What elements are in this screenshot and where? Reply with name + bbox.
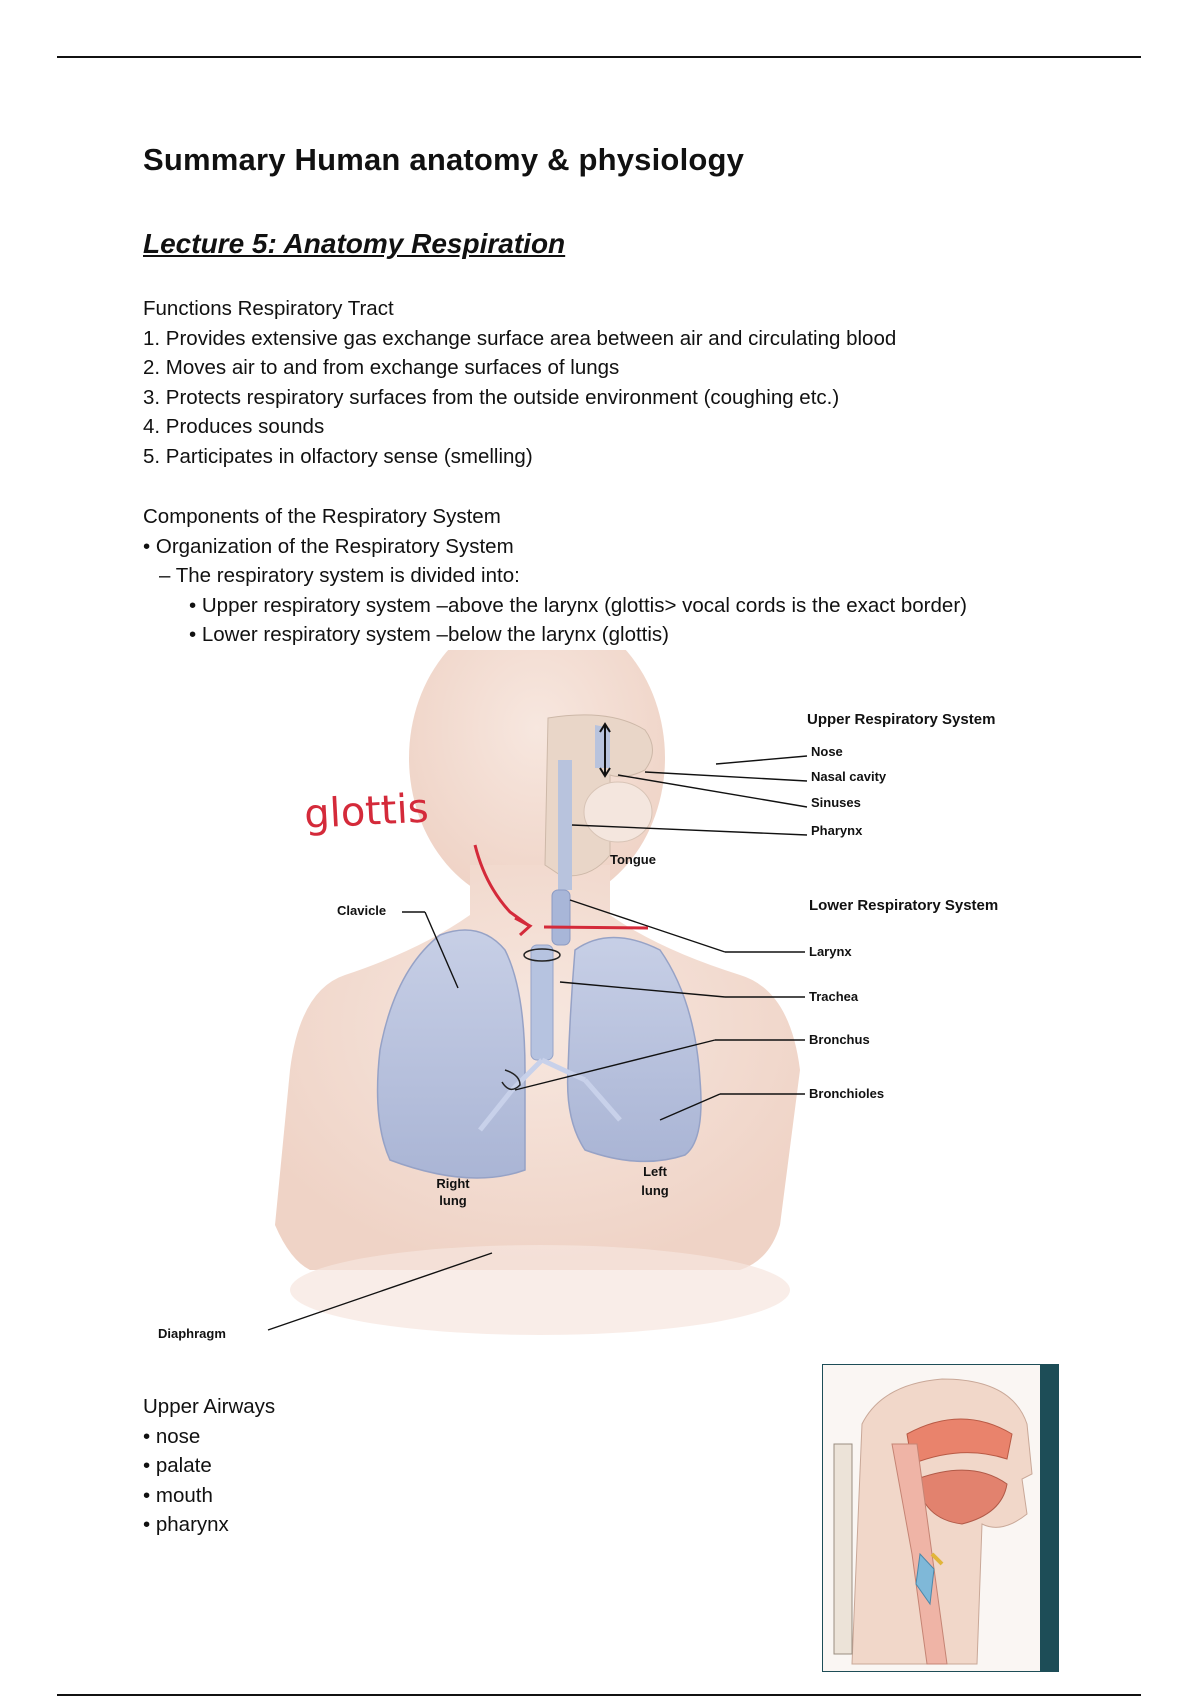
handwritten-glottis: glottis <box>303 785 430 838</box>
label-sinuses: Sinuses <box>811 795 861 810</box>
function-item: 3. Protects respiratory surfaces from the outside environment (coughing etc.) <box>143 385 840 409</box>
label-pharynx: Pharynx <box>811 823 863 838</box>
upper-airway-item: • pharynx <box>143 1513 229 1536</box>
top-rule <box>57 56 1141 58</box>
components-subitem-upper: • Upper respiratory system –above the larynx (glottis> vocal cords is the exact border) <box>189 593 967 617</box>
label-right-lung-1: Right <box>436 1176 470 1191</box>
functions-heading: Functions Respiratory Tract <box>143 297 394 320</box>
document-title: Summary Human anatomy & physiology <box>143 142 745 177</box>
label-bronchus: Bronchus <box>809 1032 870 1047</box>
respiratory-system-figure <box>140 650 1062 1360</box>
function-item: 1. Provides extensive gas exchange surface area between air and circulating blood <box>143 326 897 350</box>
components-heading: Components of the Respiratory System <box>143 505 501 528</box>
upper-airways-heading: Upper Airways <box>143 1395 276 1418</box>
label-larynx: Larynx <box>809 944 852 959</box>
label-bronchioles: Bronchioles <box>809 1086 885 1101</box>
label-clavicle: Clavicle <box>337 903 387 918</box>
label-nose: Nose <box>811 744 843 759</box>
function-item: 4. Produces sounds <box>143 415 325 438</box>
upper-airway-item: • nose <box>143 1424 201 1448</box>
label-nasal-cavity: Nasal cavity <box>811 769 887 784</box>
label-left-lung-2: lung <box>641 1183 669 1198</box>
function-item: 5. Participates in olfactory sense (smelling) <box>143 444 533 468</box>
label-left-lung-1: Left <box>643 1164 667 1179</box>
bottom-rule <box>57 1694 1141 1696</box>
lecture-title: Lecture 5: Anatomy Respiration <box>143 228 566 259</box>
function-item: 2. Moves air to and from exchange surfaces of lungs <box>143 356 620 379</box>
airway-sagittal-image <box>822 1364 1059 1672</box>
components-sub: – The respiratory system is divided into: <box>159 564 520 587</box>
upper-system-heading: Upper Respiratory System <box>807 711 996 728</box>
lower-system-heading: Lower Respiratory System <box>809 897 999 914</box>
label-trachea: Trachea <box>809 989 859 1004</box>
label-right-lung-2: lung <box>439 1193 467 1208</box>
components-bullet: • Organization of the Respiratory System <box>143 534 514 558</box>
upper-airways-section <box>143 1392 275 1540</box>
components-section <box>143 502 967 650</box>
functions-section <box>143 294 896 471</box>
label-diaphragm: Diaphragm <box>158 1326 226 1341</box>
label-tongue: Tongue <box>610 852 656 867</box>
components-subitem-lower: • Lower respiratory system –below the larynx (glottis) <box>189 623 669 646</box>
upper-airway-item: • palate <box>143 1454 212 1477</box>
upper-airway-item: • mouth <box>143 1483 213 1507</box>
